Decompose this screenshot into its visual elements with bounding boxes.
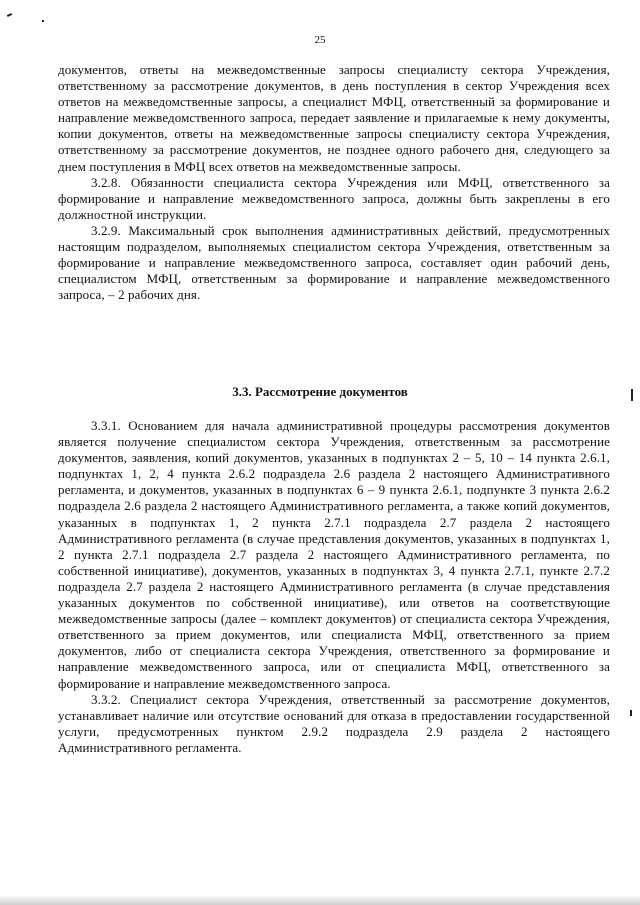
body-text-top xyxy=(58,62,610,303)
scan-speck xyxy=(630,710,632,716)
scan-bottom-edge xyxy=(0,895,640,905)
paragraph-continuation: документов, ответы на межведомственные запросы специалисту сектора Учреждения, ответственному за рассмотрение документов, в день поступления в сектор Учреждения всех ответов на межведомственные запросы, а специалист МФЦ, ответственный за формирование и направление межведомственного запроса, передает заявление и прилагаемые к нему документы, копии документов, ответы на межведомственные запросы специалисту сектора Учреждения, ответственному за рассмотрение документов, не позднее одного рабочего дня, следующего за днем поступления в МФЦ всех ответов на межведомственные запросы. xyxy=(58,62,610,174)
paragraph-3-3-1: 3.3.1. Основанием для начала административной процедуры рассмотрения документов является получение специалистом сектора Учреждения, ответственным за рассмотрение документов, заявления, копий документов, указанных в подпунктах 2 – 5, 10 – 14 пункта 2.6.1, подпунктах 1, 2, 4 пункта 2.6.2 подраздела 2.6 раздела 2 настоящего Административного регламента, и документов, указанных в подпунктах 6 – 9 пункта 2.6.1, подпункте 3 пункта 2.6.2 подраздела 2.6 раздела 2 настоящего Административного регламента, а также копий документов, указанных в подпунктах 1, 2 пункта 2.7.1 подраздела 2.7 раздела 2 настоящего Административного регламента (в случае представления документов, указанных в подпунктах 1, 2 пункта 2.7.1 подраздела 2.7 раздела 2 настоящего Административного регламента, по собственной инициативе), документов, указанных в подпунктах 3, 4 пункта 2.7.1, пункте 2.7.2 подраздела 2.7 раздела 2 настоящего Административного регламента (в случае представления указанных документов по собственной инициативе), или ответов на соответствующие межведомственные запросы (далее – комплект документов) от специалиста сектора Учреждения, ответственного за прием документов, или специалиста МФЦ, ответственного за прием документов, либо от специалиста сектора Учреждения, ответственного за формирование и направление межведомственного запроса, или от специалиста МФЦ, ответственного за формирование и направление межведомственного запроса. xyxy=(58,418,610,691)
scan-speck xyxy=(7,13,12,17)
scan-speck xyxy=(42,20,44,22)
body-text-bottom xyxy=(58,418,610,756)
section-heading: 3.3. Рассмотрение документов xyxy=(232,384,408,399)
paragraph-3-2-8: 3.2.8. Обязанности специалиста сектора Учреждения или МФЦ, ответственного за формирование и направление межведомственного запроса, должны быть закреплены в его должностной инструкции. xyxy=(58,174,610,222)
page-number: 25 xyxy=(314,34,326,46)
paragraph-3-2-9: 3.2.9. Максимальный срок выполнения административных действий, предусмотренных настоящим подразделом, выполняемых специалистом сектора Учреждения, ответственным за формирование и направление межведомственного запроса, составляет один рабочий день, специалистом МФЦ, ответственным за формирование и направление межведомственного запроса, – 2 рабочих дня. xyxy=(58,222,610,303)
paragraph-3-3-2: 3.3.2. Специалист сектора Учреждения, ответственный за рассмотрение документов, устанавливает наличие или отсутствие оснований для отказа в предоставлении государственной услуги, предусмотренных пунктом 2.9.2 подраздела 2.9 раздела 2 настоящего Административного регламента. xyxy=(58,691,610,755)
